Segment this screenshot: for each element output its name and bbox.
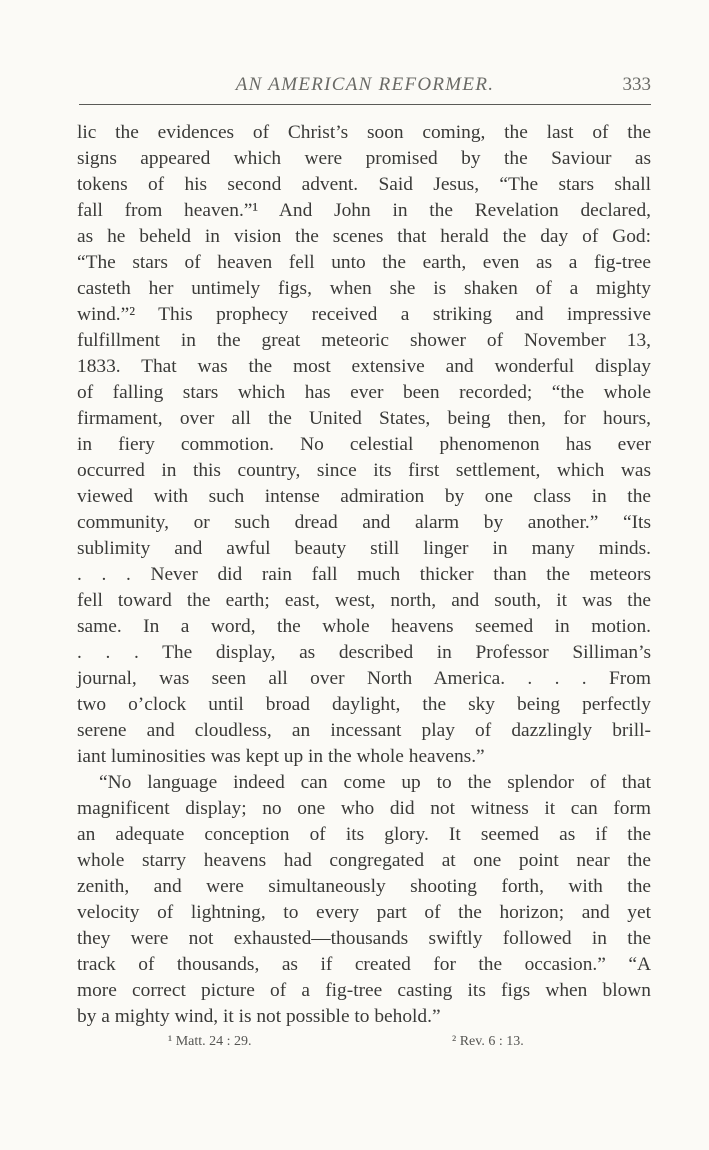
running-head — [79, 74, 651, 102]
paragraph-1 — [77, 120, 651, 770]
text-line: fell toward the earth; east, west, north, and south, it was the — [77, 590, 651, 611]
text-line: “No language indeed can come up to the splendor of that — [99, 772, 651, 793]
text-line: in fiery commotion. No celestial phenomenon has ever — [77, 434, 651, 455]
text-line: firmament, over all the United States, being then, for hours, — [77, 408, 651, 429]
text-line: . . . Never did rain fall much thicker than the meteors — [77, 564, 651, 585]
text-line: sublimity and awful beauty still linger in many minds. — [77, 538, 651, 559]
text-line: wind.”² This prophecy received a striking and impressive — [77, 304, 651, 325]
text-line: of falling stars which has ever been recorded; “the whole — [77, 382, 651, 403]
text-line: signs appeared which were promised by the Saviour as — [77, 148, 651, 169]
text-line: same. In a word, the whole heavens seemed in motion. — [77, 616, 651, 637]
text-line: fall from heaven.”¹ And John in the Revelation declared, — [77, 200, 651, 221]
body-text — [77, 120, 651, 1030]
page-number: 333 — [622, 74, 651, 95]
text-line: viewed with such intense admiration by one class in the — [77, 486, 651, 507]
footnote-2: ² Rev. 6 : 13. — [452, 1034, 524, 1049]
header-rule — [79, 104, 651, 105]
text-line: community, or such dread and alarm by another.” “Its — [77, 512, 651, 533]
text-line: they were not exhausted—thousands swiftly followed in the — [77, 928, 651, 949]
text-line: zenith, and were simultaneously shooting forth, with the — [77, 876, 651, 897]
text-line: magnificent display; no one who did not witness it can form — [77, 798, 651, 819]
text-line: velocity of lightning, to every part of the horizon; and yet — [77, 902, 651, 923]
text-line: serene and cloudless, an incessant play of dazzlingly brill- — [77, 720, 651, 741]
text-line: by a mighty wind, it is not possible to behold.” — [77, 1006, 441, 1027]
paragraph-2 — [77, 770, 651, 1030]
running-title: AN AMERICAN REFORMER. — [235, 74, 495, 95]
text-line: occurred in this country, since its first settlement, which was — [77, 460, 651, 481]
text-line: fulfillment in the great meteoric shower of November 13, — [77, 330, 651, 351]
text-line: . . . The display, as described in Professor Silliman’s — [77, 642, 651, 663]
text-line: 1833. That was the most extensive and wonderful display — [77, 356, 651, 377]
text-line: “The stars of heaven fell unto the earth, even as a fig-tree — [77, 252, 651, 273]
footnote-1: ¹ Matt. 24 : 29. — [168, 1034, 252, 1049]
text-line: lic the evidences of Christ’s soon coming, the last of the — [77, 122, 651, 143]
text-line: two o’clock until broad daylight, the sky being perfectly — [77, 694, 651, 715]
text-line: track of thousands, as if created for the occasion.” “A — [77, 954, 651, 975]
text-line: more correct picture of a fig-tree casting its figs when blown — [77, 980, 651, 1001]
text-line: an adequate conception of its glory. It seemed as if the — [77, 824, 651, 845]
text-line: journal, was seen all over North America. . . . From — [77, 668, 651, 689]
text-line: casteth her untimely figs, when she is shaken of a mighty — [77, 278, 651, 299]
text-line: whole starry heavens had congregated at one point near the — [77, 850, 651, 871]
text-line: tokens of his second advent. Said Jesus, “The stars shall — [77, 174, 651, 195]
text-line: iant luminosities was kept up in the whole heavens.” — [77, 746, 485, 767]
text-line: as he beheld in vision the scenes that herald the day of God: — [77, 226, 651, 247]
